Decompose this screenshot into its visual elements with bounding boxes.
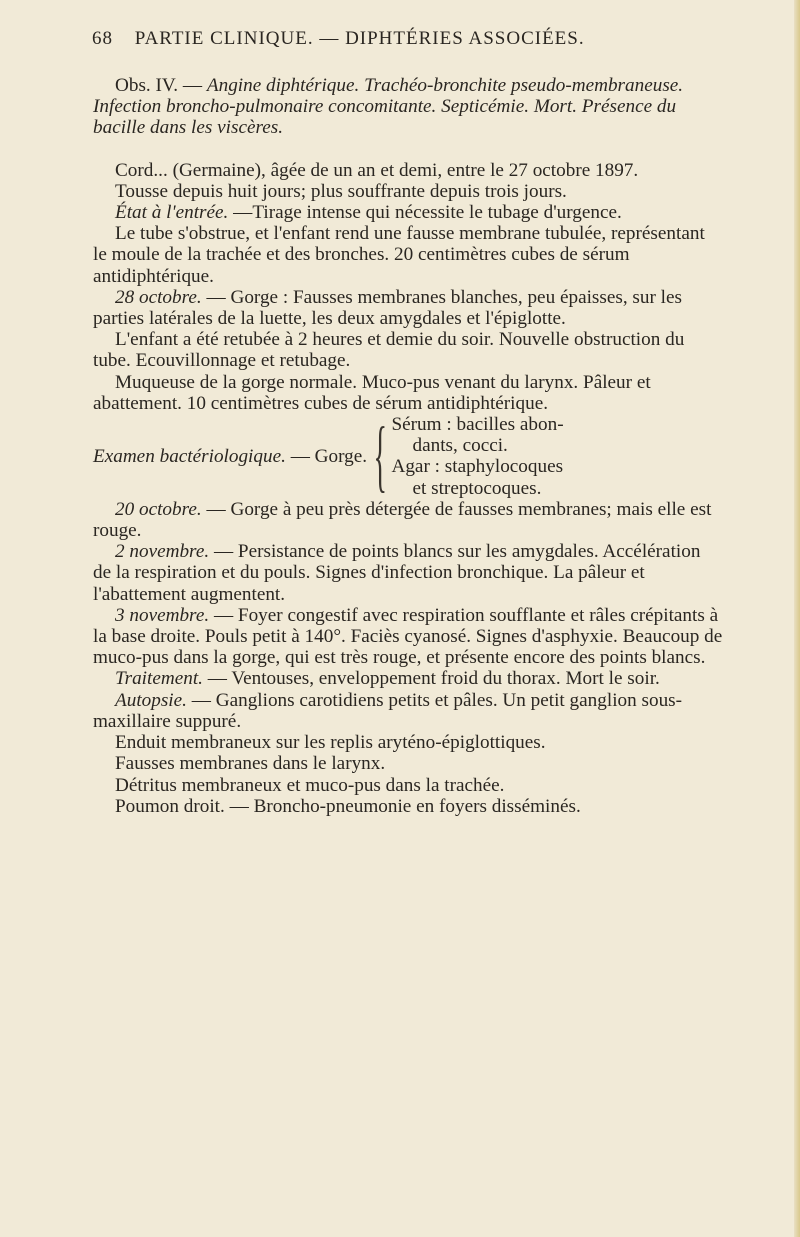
exam-result: et streptocoques. (412, 477, 542, 499)
paragraph: 3 novembre. — Foyer congestif avec respiration soufflante et râles crépitants à la base droite. Pouls petit à 140°. Faciès cyanosé. Signes d'asphyxie. Beaucoup de muco-pus dans la gorge, qui est très rouge, et présente encore des points blancs. (93, 604, 723, 669)
observation-title: Angine diphtérique. Trachéo-bronchite pseudo-membraneuse. Infection broncho-pulmonaire concomitante. Septicémie. Mort. Présence du bacille dans les viscères. (93, 75, 684, 139)
paragraph: L'enfant a été retubée à 2 heures et demie du soir. Nouvelle obstruction du tube. Ecouvillonnage et retubage. (93, 329, 685, 372)
paragraph: Traitement. — Ventouses, enveloppement froid du thorax. Mort le soir. (115, 668, 660, 690)
paragraph: 28 octobre. — Gorge : Fausses membranes blanches, peu épaisses, sur les parties latérales de la luette, les deux amygdales et l'épiglotte. (93, 286, 682, 330)
paragraph: Cord... (Germaine), âgée de un an et demi, entre le 27 octobre 1897. (115, 159, 639, 181)
paragraph: Le tube s'obstrue, et l'enfant rend une fausse membrane tubulée, représentant le moule de la trachée et des bronches. 20 centimètres cubes de sérum antidiphtérique. (93, 223, 705, 287)
bacteriological-exam (93, 414, 723, 499)
running-header (92, 28, 742, 50)
paragraph: 2 novembre. — Persistance de points blancs sur les amygdales. Accélération de la respiration et du pouls. Signes d'infection bronchique. La pâleur et l'abattement augmentent. (93, 541, 701, 605)
exam-results (391, 414, 563, 499)
paragraph: Détritus membraneux et muco-pus dans la trachée. (115, 774, 505, 796)
paragraph: Tousse depuis huit jours; plus souffrante depuis trois jours. (115, 180, 567, 202)
exam-result: dants, cocci. (412, 435, 508, 457)
paragraph: État à l'entrée. —Tirage intense qui nécessite le tubage d'urgence. (115, 202, 622, 224)
paragraph: Enduit membraneux sur les replis aryténo-épiglottiques. (115, 732, 546, 754)
exam-result: Agar : staphylocoques (391, 456, 564, 478)
paragraph: Poumon droit. — Broncho-pneumonie en foyers disséminés. (115, 795, 581, 817)
exam-result: Sérum : bacilles abon- (391, 414, 564, 436)
brace-icon: { (373, 412, 388, 501)
paragraph: Fausses membranes dans le larynx. (115, 753, 386, 775)
paragraph: Autopsie. — Ganglions carotidiens petits et pâles. Un petit ganglion sous-maxillaire suppuré. (93, 689, 683, 732)
exam-label: Examen bactériologique. — Gorge. (93, 445, 368, 467)
paragraph: Muqueuse de la gorge normale. Muco-pus venant du larynx. Pâleur et abattement. 10 centimètres cubes de sérum antidiphtérique. (93, 371, 651, 414)
page-edge (794, 0, 800, 1237)
page-body (93, 75, 723, 817)
running-title: PARTIE CLINIQUE. — DIPHTÉRIES ASSOCIÉES. (134, 28, 585, 49)
page-number: 68 (92, 28, 113, 49)
observation-label: Obs. IV. — (115, 75, 203, 96)
observation-heading (93, 75, 723, 139)
paragraph: 20 octobre. — Gorge à peu près détergée de fausses membranes; mais elle est rouge. (93, 498, 712, 542)
